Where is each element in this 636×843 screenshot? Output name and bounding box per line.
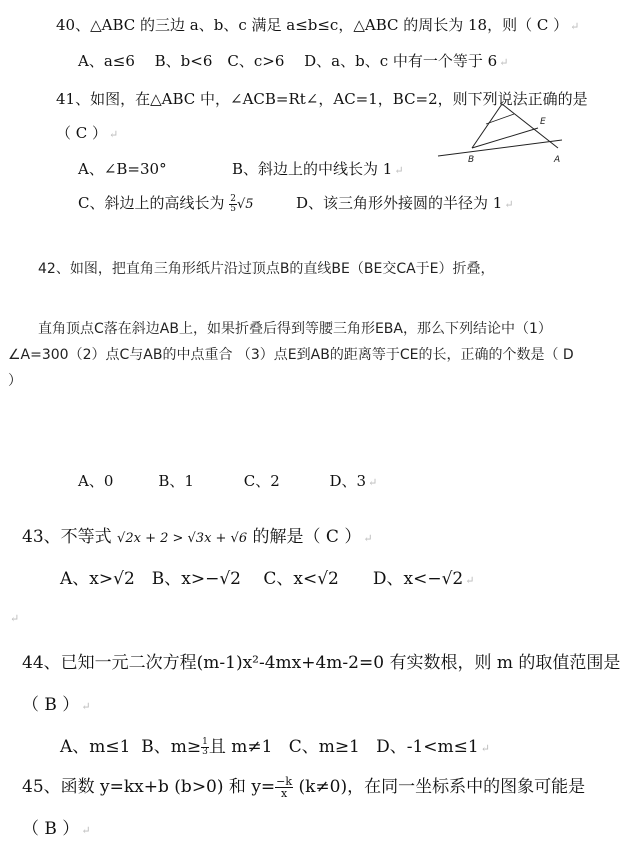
fraction-1-3: $\frac{1}{3}$ (202, 737, 208, 757)
fold-line (486, 114, 514, 124)
q43-prefix: 43、不等式 (22, 527, 112, 547)
q44-option-b: B、m≥ (141, 737, 202, 757)
q41-option-a (78, 158, 167, 179)
label-a: A (554, 155, 561, 165)
return-mark: ↵ (480, 742, 490, 755)
line-c-a (502, 104, 558, 148)
q40-stem (56, 14, 579, 35)
return-mark: ↵ (81, 700, 91, 713)
q42-options (78, 470, 377, 491)
q41-option-d-text: D、该三角形外接圆的半径为 1 (296, 194, 503, 212)
q42-line-3-text: ∠A=300（2）点C与AB的中点重合 （3）点E到AB的距离等于CE的长，正确的个数是（ D (8, 347, 574, 363)
q44-option-a: A、m≤1 (60, 737, 131, 757)
q42-line-3 (8, 344, 574, 364)
q43-stem (22, 522, 373, 547)
q42-line-4 (8, 370, 22, 390)
q45-stem (22, 772, 585, 799)
q40-stem-text: 40、△ABC 的三边 a、b、c 满足 a≤b≤c，△ABC 的周长为 18，则（ C ） (56, 16, 569, 34)
q41-option-c-text: C、斜边上的高线长为 (78, 194, 225, 212)
line-b-e (472, 128, 538, 148)
q41-option-c (78, 192, 254, 214)
return-mark: ↵ (504, 198, 514, 211)
q44-option-b-suffix: 且 m≠1 (208, 737, 273, 757)
label-e: E (540, 117, 546, 127)
q44-stem (22, 648, 620, 673)
return-mark: ↵ (499, 56, 509, 69)
q45-answer (22, 814, 91, 839)
return-mark: ↵ (394, 164, 404, 177)
q45-prefix: 45、函数 y=kx+b (b>0) 和 y= (22, 777, 276, 797)
q42-line-2-text: 直角顶点C落在斜边AB上，如果折叠后得到等腰三角形EBA，那么下列结论中（1） (38, 321, 552, 337)
q41-answer (56, 122, 118, 143)
blank-line (8, 608, 19, 626)
q41-stem-text: 41、如图，在△ABC 中，∠ACB=Rt∠，AC=1，BC=2，则下列说法正确的是 (56, 90, 588, 108)
return-mark: ↵ (363, 532, 373, 545)
q43-options (60, 564, 474, 589)
q40-options-text: A、a≤6 B、b<6 C、c>6 D、a、b、c 中有一个等于 6 (78, 52, 498, 70)
q43-suffix: 的解是（ C ） (252, 527, 362, 547)
q42-line-1 (38, 258, 495, 278)
line-b-a (438, 140, 562, 156)
q41-option-b-text: B、斜边上的中线长为 1 (232, 160, 393, 178)
q41-option-b (232, 158, 404, 179)
fraction-neg-k-over-x: $\frac{-k}{x}$ (276, 775, 293, 800)
triangle-figure (434, 102, 574, 170)
q45-suffix: (k≠0)，在同一坐标系中的图象可能是 (298, 777, 586, 797)
q44-option-c: C、m≥1 (288, 737, 360, 757)
q44-option-d: D、-1<m≤1 (376, 737, 479, 757)
return-mark: ↵ (10, 612, 20, 625)
q43-options-text: A、x>√2 B、x>−√2 C、x<√2 D、x<−√2 (60, 569, 464, 589)
q41-option-d (296, 192, 514, 213)
q41-answer-text: （ C ） (56, 124, 108, 142)
q41-option-a-text: A、∠B=30° (78, 160, 167, 178)
q44-options (60, 732, 490, 757)
q42-line-1-text: 42、如图，把直角三角形纸片沿过顶点B的直线BE（BE交CA于E）折叠， (38, 261, 495, 277)
return-mark: ↵ (109, 128, 119, 141)
q42-line-4-text: ） (8, 373, 22, 389)
return-mark: ↵ (465, 574, 475, 587)
q43-inequality: √2x + 2 > √3x + √6 (117, 531, 248, 546)
return-mark: ↵ (368, 476, 378, 489)
q42-line-2 (38, 318, 552, 338)
q44-stem-text: 44、已知一元二次方程(m-1)x²-4mx+4m-2=0 有实数根，则 m 的取值范围是 (22, 653, 621, 673)
line-b-c (472, 104, 502, 148)
sqrt-5: √5 (237, 197, 254, 212)
label-b: B (468, 155, 475, 165)
fraction-2-5: $\frac{2}{5}$ (230, 193, 236, 214)
return-mark: ↵ (570, 20, 580, 33)
return-mark: ↵ (81, 824, 91, 837)
q45-answer-text: （ B ） (22, 819, 80, 839)
q42-options-text: A、0 B、1 C、2 D、3 (78, 472, 367, 490)
q44-answer (22, 690, 91, 715)
q44-answer-text: （ B ） (22, 695, 80, 715)
q40-options (78, 50, 508, 71)
